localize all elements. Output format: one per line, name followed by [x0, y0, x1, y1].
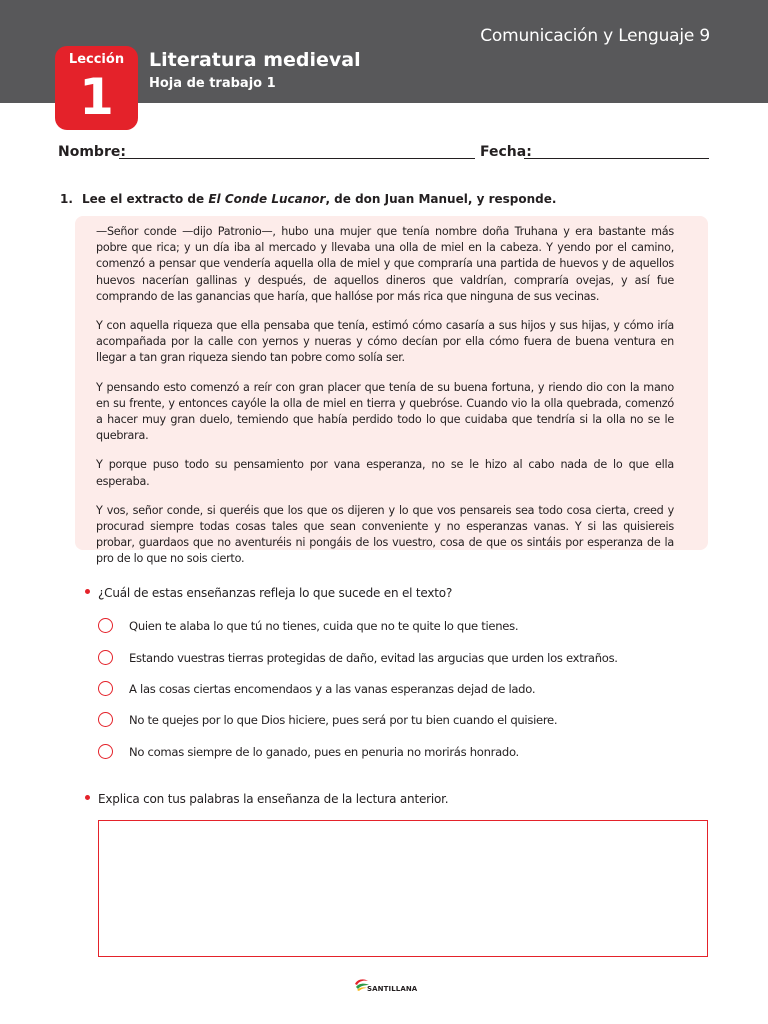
extract-paragraph: —Señor conde —dijo Patronio—, hubo una mujer que tenía nombre doña Truhana y era bastante más pobre que rica; y un día iba al mercado y llevaba una olla de miel en la cabeza. Y yendo por el camino, comenzó a pensar que vendería aquella olla de miel y que compraría una partida de huevos y de aquellos huevos nacerían gallinas y después, de aquellos dineros que valdrían, compraría ovejas, y así fue comprando de las ganancias que haría, que hallóse por más rica que ninguna de sus vecinas. — [96, 225, 674, 303]
open-question-prompt: Explica con tus palabras la enseñanza de la lectura anterior. — [98, 792, 449, 806]
name-label: Nombre: — [58, 144, 126, 160]
question-number: 1. — [60, 192, 73, 206]
extract-paragraph: Y vos, señor conde, si queréis que los que os dijeren y lo que vos pensareis sea todo cosa cierta, creed y procurad siempre todas cosas tales que sean conveniente y no esperanzas vanas. Y si las quisiereis probar, guardaos que no aventuréis ni pongáis de los vuestro, cosa de que os sintáis por esperanza de la pro de lo que no sois cierto. — [96, 503, 674, 566]
logo-text: SANTILLANA — [367, 985, 418, 993]
option-label: A las cosas ciertas encomendaos y a las vanas esperanzas dejad de lado. — [129, 682, 536, 696]
subject-title: Comunicación y Lenguaje 9 — [480, 26, 710, 46]
question-text-before: Lee el extracto de — [82, 192, 209, 206]
extract-box — [75, 216, 708, 566]
radio-circle-icon[interactable] — [98, 650, 113, 665]
extract-paragraph: Y con aquella riqueza que ella pensaba que tenía, estimó cómo casaría a sus hijos y sus hijas, y cómo iría acompañada por la calle con yernos y nueras y cómo decían por ella cómo fuera de buena ventura en llegar a tan gran riqueza siendo tan pobre como solía ser. — [96, 319, 674, 365]
extract-paragraph: Y pensando esto comenzó a reír con gran placer que tenía de su buena fortuna, y riendo dio con la mano en su frente, y entonces cayóle la olla de miel en tierra y quebróse. Cuando vio la olla quebrada, comenzó a hacer muy gran duelo, temiendo que había perdido todo lo que cuidaba que tendría si la olla no se le quebrara. — [96, 380, 674, 443]
option-label: Estando vuestras tierras protegidas de daño, evitad las argucias que urden los extraños. — [129, 651, 618, 665]
radio-circle-icon[interactable] — [98, 618, 113, 633]
answer-textarea[interactable] — [98, 820, 708, 957]
mc-question-prompt: ¿Cuál de estas enseñanzas refleja lo que sucede en el texto? — [98, 586, 453, 600]
radio-circle-icon[interactable] — [98, 681, 113, 696]
page-title: Literatura medieval — [149, 49, 361, 71]
option-label: No comas siempre de lo ganado, pues en penuria no morirás honrado. — [129, 745, 519, 759]
question-text-after: , de don Juan Manuel, y responde. — [325, 192, 557, 206]
option-label: No te quejes por lo que Dios hiciere, pues será por tu bien cuando el quisiere. — [129, 713, 558, 727]
lesson-label: Lección — [68, 52, 125, 67]
radio-circle-icon[interactable] — [98, 744, 113, 759]
lesson-number: 1 — [79, 68, 114, 126]
option-label: Quien te alaba lo que tú no tienes, cuida que no te quite lo que tienes. — [129, 619, 519, 633]
mc-question — [85, 586, 452, 600]
book-title: El Conde Lucanor — [208, 192, 326, 206]
date-label: Fecha: — [480, 144, 532, 160]
bullet-icon — [85, 795, 90, 800]
date-field[interactable] — [524, 158, 709, 159]
santillana-logo — [354, 978, 418, 996]
radio-circle-icon[interactable] — [98, 712, 113, 727]
extract-text — [96, 224, 674, 581]
extract-paragraph: Y porque puso todo su pensamiento por vana esperanza, no se le hizo al cabo nada de lo que ella esperaba. — [96, 458, 674, 488]
lesson-badge — [55, 46, 138, 130]
page-subtitle: Hoja de trabajo 1 — [149, 76, 276, 91]
question-1 — [60, 192, 720, 206]
bullet-icon — [85, 589, 90, 594]
open-question — [85, 792, 448, 806]
name-field[interactable] — [119, 158, 475, 159]
